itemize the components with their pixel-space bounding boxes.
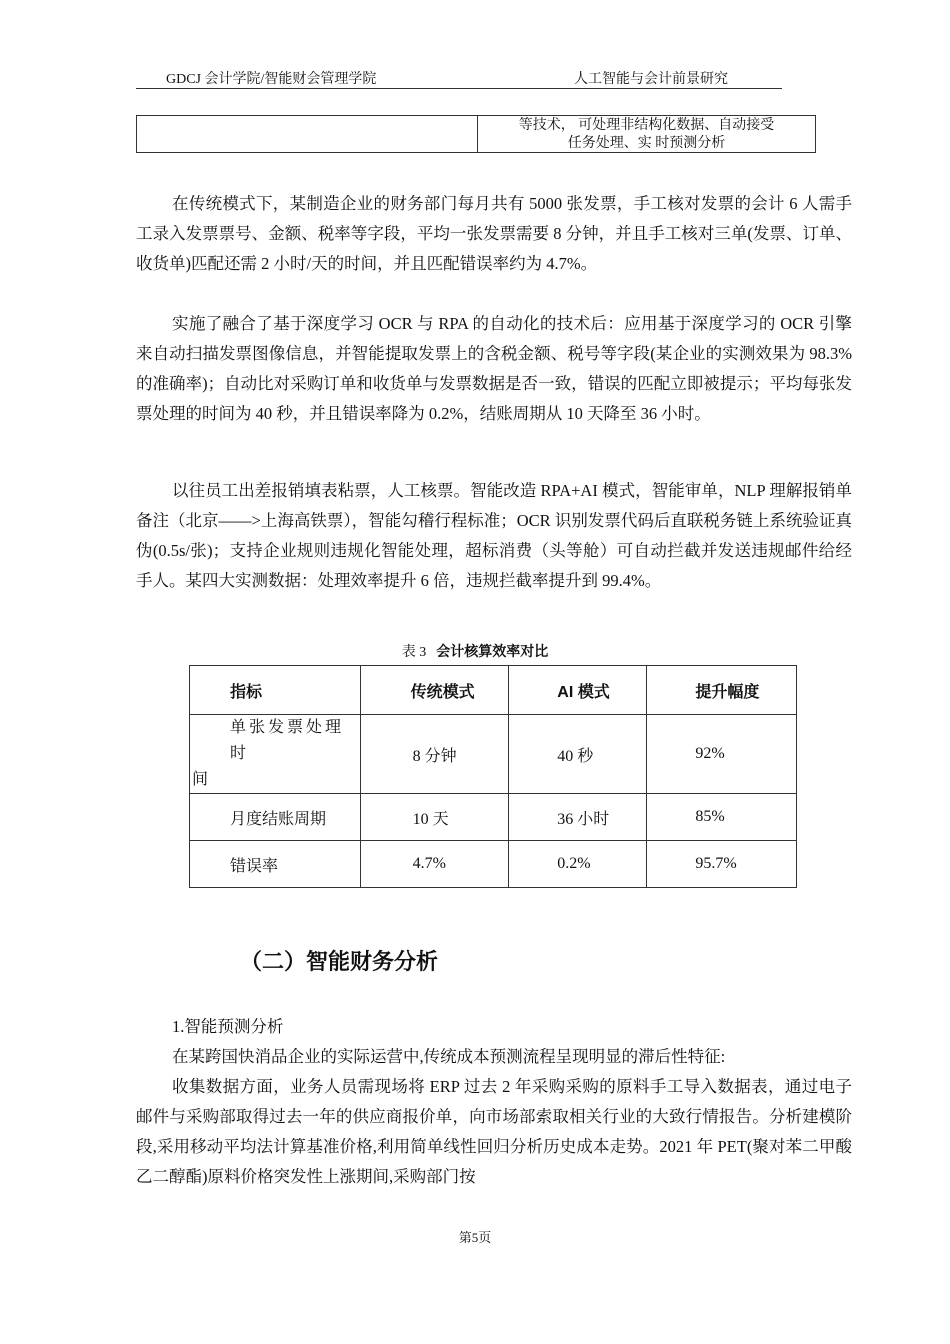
- paragraph-data-collection: 收集数据方面，业务人员需现场将 ERP 过去 2 年采购采购的原料手工导入数据表，通过电子邮件与采购部取得过去一年的供应商报价单，向市场部索取相关行业的大致行情报告。分析建模阶段,采用移动平均法计算基准价格,利用简单线性回归分析历史成本走势。2021 年 PET(聚对苯二甲酸乙二醇酯)原料价格突发性上涨期间,采购部门按: [136, 1077, 852, 1186]
- table-caption-title: 会计核算效率对比: [436, 643, 549, 659]
- header-traditional: 传统模式: [360, 666, 509, 715]
- continued-table: [136, 115, 816, 153]
- header-left-text: GDCJ 会计学院/智能财会管理学院: [166, 72, 377, 87]
- paragraph-fmcg-intro: 在某跨国快消品企业的实际运营中,传统成本预测流程呈现明显的滞后性特征:: [172, 1047, 726, 1066]
- subsection-title: 1.智能预测分析: [172, 1017, 284, 1036]
- paragraph-expense-reimbursement: 以往员工出差报销填表粘票，人工核票。智能改造 RPA+AI 模式，智能审单，NLP 理解报销单备注（北京——>上海高铁票），智能勾稽行程标准；OCR 识别发票代码后直联税务链上系统验证真伪(0.5s/张)；支持企业规则违规化智能处理，超标消费（头等舱）可自动拦截并发送违规邮件给经手人。某四大实测数据：处理效率提升 6 倍，违规拦截率提升到 99.4%。: [136, 481, 852, 590]
- header-improvement: 提升幅度: [647, 666, 797, 715]
- cell-traditional: 4.7%: [360, 841, 509, 888]
- paragraph-traditional-mode: 在传统模式下，某制造企业的财务部门每月共有 5000 张发票，手工核对发票的会计 6 人需手工录入发票票号、金额、税率等字段，平均一张发票需要 8 分钟，并且手工核对三单(发票、订单、收货单)匹配还需 2 小时/天的时间，并且匹配错误率约为 4.7%。: [136, 194, 852, 273]
- table-row: [190, 794, 797, 841]
- table-header-row: [190, 666, 797, 715]
- table-caption: [0, 641, 950, 661]
- header-indicator: 指标: [190, 666, 361, 715]
- cell-ai: 36 小时: [509, 794, 647, 841]
- efficiency-comparison-table: [189, 665, 797, 888]
- page-number: 第5页: [458, 1230, 492, 1245]
- table-row: [190, 715, 797, 794]
- table-caption-number: 表 3: [401, 645, 427, 660]
- header-right-text: 人工智能与会计前景研究: [574, 72, 728, 87]
- cell-ai: 40 秒: [509, 715, 647, 794]
- cell-traditional: 10 天: [360, 794, 509, 841]
- cell-improvement: 92%: [647, 715, 797, 794]
- cell-indicator: 月度结账周期: [190, 794, 361, 841]
- cell-indicator-line-1: 单张发票处理时: [230, 719, 345, 762]
- cell-ai: 0.2%: [509, 841, 647, 888]
- continued-table-cell: [478, 117, 815, 153]
- cell-indicator: 错误率: [190, 841, 361, 888]
- header-ai: AI 模式: [509, 666, 647, 715]
- cell-improvement: 85%: [647, 794, 797, 841]
- cell-indicator-line-2: 间: [192, 771, 212, 788]
- cell-improvement: 95.7%: [647, 841, 797, 888]
- table-row: [190, 841, 797, 888]
- section-title: （二）智能财务分析: [240, 949, 439, 974]
- continued-cell-line-1: 等技术， 可处理非结构化数据、自动接受: [518, 118, 775, 133]
- cell-traditional: 8 分钟: [360, 715, 509, 794]
- page-header: [136, 66, 782, 89]
- continued-table-empty-cell: [137, 116, 478, 152]
- paragraph-ocr-rpa: 实施了融合了基于深度学习 OCR 与 RPA 的自动化的技术后：应用基于深度学习的 OCR 引擎来自动扫描发票图像信息，并智能提取发票上的含税金额、税号等字段(某企业的实测效果为 98.3%的准确率)；自动比对采购订单和收货单与发票数据是否一致，错误的匹配立即被提示；平均每张发票处理的时间为 40 秒，并且错误率降为 0.2%，结账周期从 10 天降至 36 小时。: [136, 314, 852, 423]
- continued-cell-line-2: 任务处理、实 时预测分析: [567, 136, 726, 151]
- cell-indicator: [190, 715, 361, 794]
